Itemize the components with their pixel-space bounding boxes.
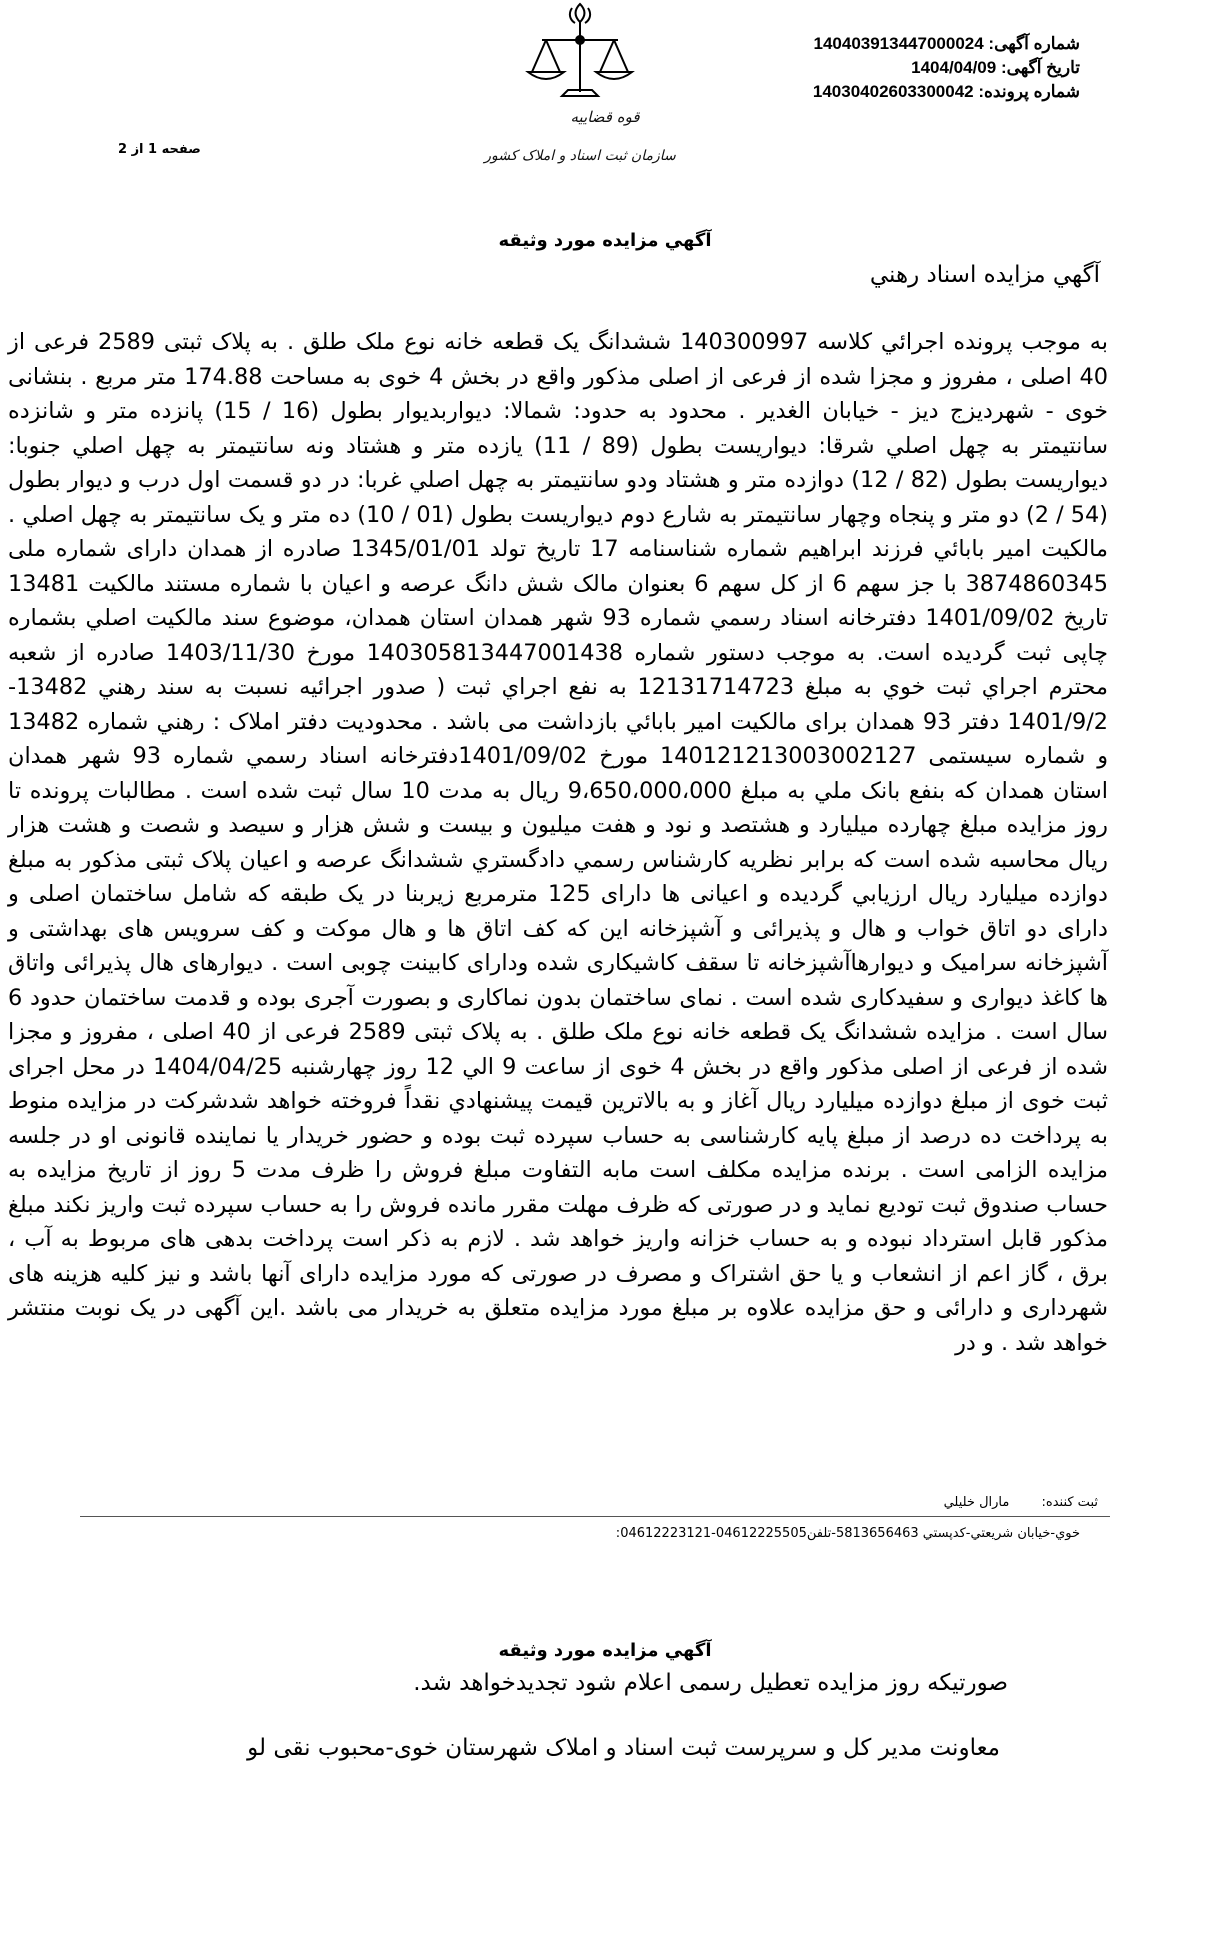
emblem-subtitle: سازمان ثبت اسناد و املاک کشور bbox=[484, 148, 676, 164]
document-header bbox=[0, 0, 1210, 230]
page-number: صفحه 1 از 2 bbox=[118, 142, 201, 157]
notice-date: 1404/04/09 bbox=[911, 58, 997, 77]
judiciary-scales-emblem-icon bbox=[520, 0, 640, 110]
file-number-label: شماره پرونده: bbox=[978, 82, 1080, 101]
file-number-row bbox=[813, 80, 1080, 104]
notice-body: به موجب پرونده اجرائي كلاسه 140300997 ششدانگ يک قطعه خانه نوع ملک طلق . به پلاک ثبتی 2589 فرعی از 40 اصلی ، مفروز و مجزا شده از فرعی از اصلی مذکور واقع در بخش 4 خوی به مساحت 174.88 متر مربع . بنشانی خوی - شهردیزج دیز - خیابان الغدیر . محدود به حدود: شمالا: دیواربدیوار بطول (16 / 15) پانزده متر و شانزده سانتيمتر به چهل اصلي شرقا: ديواريست بطول (89 / 11) يازده متر و هشتاد ونه سانتيمتر به چهل اصلي جنوبا: ديواريست بطول (82 / 12) دوازده متر و هشتاد ودو سانتيمتر به چهل اصلي غربا: در دو قسمت اول درب و ديوار بطول (54 / 2) دو متر و پنجاه وچهار سانتيمتر به شارع دوم ديواريست بطول (01 / 10) ده متر و يک سانتيمتر به چهل اصلي . مالکيت امير بابائي فرزند ابراهيم شماره شناسنامه 17 تاريخ تولد 1345/01/01 صادره از همدان دارای شماره ملی 3874860345 با جز سهم 6 از کل سهم 6 بعنوان مالک شش دانگ عرصه و اعيان با شماره مستند مالکيت 13481 تاريخ 1401/09/02 دفترخانه اسناد رسمي شماره 93 شهر همدان استان همدان، موضوع سند مالکيت اصلي بشماره چاپی ثبت گرديده است. به موجب دستور شماره 140305813447001438 مورخ 1403/11/30 صادره از شعبه محترم اجراي ثبت خوي به مبلغ 12131714723 به نفع اجراي ثبت ( صدور اجرائيه نسبت به سند رهني 13482-1401/9/2 دفتر 93 همدان برای مالکيت امير بابائي بازداشت می باشد . محدوديت دفتر املاک : رهني شماره 13482 و شماره سيستمی 140121213003002127 مورخ 1401/09/02دفترخانه اسناد رسمي شماره 93 شهر همدان استان همدان كه بنفع بانک ملي به مبلغ 9،650،000،000 ريال به مدت 10 سال ثبت شده است . مطالبات پرونده تا روز مزايده مبلغ چهارده ميليارد و هشتصد و نود و هفت ميليون و بيست و شش هزار و سيصد و شصت و هشت هزار ريال محاسبه شده است كه برابر نظريه كارشناس رسمي دادگستري ششدانگ عرصه و اعيان پلاک ثبتی مذكور به مبلغ دوازده ميليارد ريال ارزيابي گرديده و اعيانی ها دارای 125 مترمربع زيربنا در يک طبقه كه شامل ساختمان اصلی و دارای دو اتاق خواب و هال و پذيرائی و آشپزخانه اين كه كف اتاق ها و هال موكت و كف سرويس های بهداشتی و آشپزخانه سراميک و ديوارهاآشپزخانه تا سقف كاشيكاری شده ودارای كابينت چوبی است . ديوارهای هال پذيرائی واتاق ها كاغذ ديواری و سفيدكاری شده است . نمای ساختمان بدون نماكاری و بصورت آجری بوده و قدمت ساختمان حدود 6 سال است . مزايده ششدانگ يک قطعه خانه نوع ملک طلق . به پلاک ثبتی 2589 فرعی از 40 اصلی ، مفروز و مجزا شده از فرعی از اصلی مذكور واقع در بخش 4 خوی از ساعت 9 الي 12 روز چهارشنبه 1404/04/25 در محل اجرای ثبت خوی از مبلغ دوازده ميليارد ريال آغاز و به بالاترين قيمت پيشنهادي نقداً فروخته خواهد شدشركت در مزايده منوط به پرداخت ده درصد از مبلغ پايه كارشناسی به حساب سپرده ثبت بوده و حضور خريدار يا نماينده قانونی او در جلسه مزايده الزامی است . برنده مزايده مكلف است مابه التفاوت مبلغ فروش را ظرف مدت 5 روز از تاريخ مزايده به حساب صندوق ثبت توديع نمايد و در صورتی كه ظرف مهلت مقرر مانده فروش را به حساب سپرده ثبت واريز نكند مبلغ مذكور قابل استرداد نبوده و به حساب خزانه واريز خواهد شد . لازم به ذكر است پرداخت بدهی های مربوط به آب ، برق ، گاز اعم از انشعاب و يا حق اشتراک و مصرف در صورتی كه مورد مزايده دارای آنها باشد و نيز كليه هزينه های شهرداری و دارائی و حق مزايده علاوه بر مبلغ مورد مزايده متعلق به خريدار می باشد .اين آگهی در يک نوبت منتشر خواهد شد . و در bbox=[8, 329, 1109, 1356]
notice-meta bbox=[813, 32, 1080, 104]
file-number: 14030402603300042 bbox=[812, 82, 974, 101]
second-title: آگهي مزايده مورد وثيقه bbox=[498, 1640, 712, 1661]
notice-number-row bbox=[813, 32, 1080, 56]
notice-number-label: شماره آگهی: bbox=[988, 34, 1080, 53]
signature: معاونت مدير كل و سرپرست ثبت اسناد و املاک شهرستان خوی-محبوب نقی لو bbox=[247, 1735, 1000, 1761]
notice-date-row bbox=[813, 56, 1080, 80]
emblem-title: قوه قضاییه bbox=[570, 108, 640, 126]
notice-date-label: تاریخ آگهی: bbox=[1000, 58, 1080, 77]
office-address: خوي-خيابان شريعتي-كدپستي 5813656463-تلفن04612225505-04612223121: bbox=[615, 1526, 1080, 1541]
page-title: آگهي مزايده مورد وثيقه bbox=[498, 230, 712, 251]
registrar-label: ثبت كننده: bbox=[1041, 1495, 1098, 1510]
notice-number: 140403913447000024 bbox=[813, 34, 984, 53]
emblem bbox=[480, 0, 680, 185]
registrar bbox=[944, 1495, 1098, 1510]
page-subtitle: آگهي مزايده اسناد رهني bbox=[869, 262, 1100, 288]
divider bbox=[80, 1516, 1110, 1517]
registrar-name: مارال خليلي bbox=[943, 1495, 1010, 1510]
continuation-text: صورتيكه روز مزايده تعطيل رسمی اعلام شود تجديدخواهد شد. bbox=[413, 1670, 1008, 1696]
